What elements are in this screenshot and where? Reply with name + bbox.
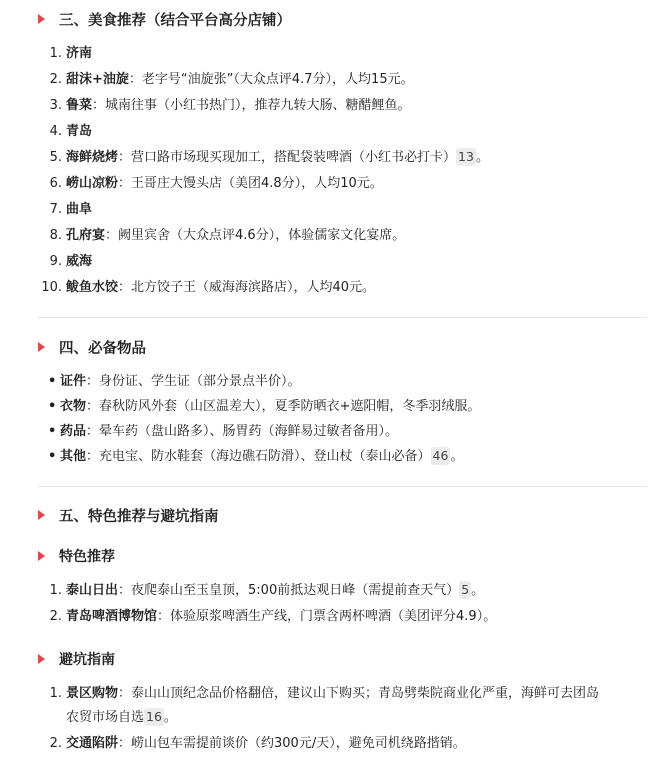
item-label: 鲁菜 (66, 98, 93, 113)
item-label: 海鲜烧烤 (66, 150, 119, 165)
item-text-tail: 。 (163, 710, 177, 725)
item-text: 农贸市场自选 (66, 710, 145, 725)
item-label: 交通陷阱 (66, 736, 119, 751)
citation-badge[interactable]: 5 (461, 582, 470, 597)
item-number: 4. (49, 124, 62, 139)
item-number: 2. (49, 72, 62, 87)
section-divider (38, 486, 647, 487)
list-item (48, 250, 649, 274)
item-label: 济南 (66, 46, 93, 61)
list-item (48, 370, 649, 394)
item-label: 泰山日出 (66, 583, 119, 598)
list-item (48, 682, 649, 706)
item-text: ：夜爬泰山至玉皇顶，5:00前抵达观日峰（需提前查天气） (118, 583, 460, 598)
list-item (48, 68, 649, 92)
item-label: 青岛 (66, 124, 93, 139)
list-item (48, 94, 649, 118)
item-label: 衣物 (60, 399, 87, 414)
list-item (48, 198, 649, 222)
item-number: 7. (49, 202, 62, 217)
item-number: 10. (41, 280, 62, 295)
section-3-heading (38, 8, 291, 30)
item-text-tail: 。 (475, 150, 489, 165)
item-text: ：春秋防风外套（山区温差大），夏季防晒衣+遮阳帽，冬季羽绒服。 (86, 399, 481, 414)
item-text: ：泰山山顶纪念品价格翻倍，建议山下购买；青岛劈柴院商业化严重，海鲜可去团岛 (118, 686, 600, 701)
subsection-features-title: 特色推荐 (59, 549, 115, 565)
list-item (48, 732, 649, 756)
list-item (48, 120, 649, 144)
item-text: ：崂山包车需提前谈价（约300元/天），避免司机绕路揩销。 (118, 736, 466, 751)
item-label: 曲阜 (66, 202, 93, 217)
item-number: 5. (49, 150, 62, 165)
triangle-bullet-icon (38, 510, 45, 520)
section-4-title: 四、必备物品 (59, 340, 146, 357)
item-label: 青岛啤酒博物馆 (66, 609, 158, 624)
list-item (48, 579, 649, 603)
list-item (48, 445, 649, 469)
item-label: 孔府宴 (66, 228, 106, 243)
item-label: 崂山凉粉 (66, 176, 119, 191)
citation-badge[interactable]: 13 (458, 149, 474, 164)
bullet-dot-icon: • (48, 449, 57, 464)
section-4-heading (38, 336, 146, 358)
item-text-tail: 。 (450, 449, 464, 464)
list-item (48, 420, 649, 444)
section-3-title: 三、美食推荐（结合平台高分店铺） (59, 12, 291, 29)
section-divider (38, 317, 647, 318)
item-label: 景区购物 (66, 686, 119, 701)
item-text: ：体验原浆啤酒生产线，门票含两杯啤酒（美团评分4.9）。 (157, 609, 497, 624)
item-number: 2. (49, 609, 62, 624)
bullet-dot-icon: • (48, 399, 57, 414)
item-label: 威海 (66, 254, 93, 269)
list-item (40, 276, 649, 300)
list-item (48, 224, 649, 248)
item-label: 其他 (60, 449, 87, 464)
item-label: 证件 (60, 374, 87, 389)
triangle-bullet-icon (38, 342, 45, 352)
section-5-title: 五、特色推荐与避坑指南 (59, 508, 219, 525)
item-text: ：阙里宾舍（大众点评4.6分），体验儒家文化宴席。 (105, 228, 406, 243)
list-item-continuation (66, 706, 649, 730)
subsection-features-heading (38, 545, 115, 567)
item-text: ：王哥庄大馒头店（美团4.8分），人均10元。 (118, 176, 383, 191)
item-text: ：营口路市场现买现加工，搭配袋装啤酒（小红书必打卡） (118, 150, 457, 165)
item-label: 鲅鱼水饺 (66, 280, 119, 295)
item-number: 1. (49, 583, 62, 598)
citation-badge[interactable]: 46 (432, 448, 449, 463)
list-item (48, 146, 649, 170)
list-item (48, 172, 649, 196)
item-number: 1. (49, 686, 62, 701)
citation-badge[interactable]: 16 (146, 709, 162, 724)
item-text: ：晕车药（盘山路多）、肠胃药（海鲜易过敏者备用）。 (86, 424, 399, 439)
item-text: ：充电宝、防水鞋套（海边礁石防滑）、登山杖（泰山必备） (86, 449, 431, 464)
subsection-pitfalls-title: 避坑指南 (59, 652, 115, 668)
item-number: 3. (49, 98, 62, 113)
bullet-dot-icon: • (48, 374, 57, 389)
item-number: 8. (49, 228, 62, 243)
item-text: ：老字号“油旋张”（大众点评4.7分），人均15元。 (128, 72, 414, 87)
item-number: 1. (49, 46, 62, 61)
item-text-tail: 。 (471, 583, 485, 598)
item-number: 2. (49, 736, 62, 751)
list-item (48, 395, 649, 419)
subsection-pitfalls-heading (38, 648, 115, 670)
item-text: ：北方饺子王（威海海滨路店），人均40元。 (118, 280, 376, 295)
item-label: 甜沫+油旋 (66, 72, 129, 87)
bullet-dot-icon: • (48, 424, 57, 439)
item-text: ：城南往事（小红书热门），推荐九转大肠、糖醋鲤鱼。 (92, 98, 411, 113)
list-item (48, 605, 649, 629)
item-label: 药品 (60, 424, 87, 439)
item-number: 6. (49, 176, 62, 191)
item-number: 9. (49, 254, 62, 269)
triangle-bullet-icon (38, 14, 45, 24)
item-text: ：身份证、学生证（部分景点半价）。 (86, 374, 301, 389)
list-item (48, 42, 649, 66)
triangle-bullet-icon (38, 551, 45, 561)
triangle-bullet-icon (38, 654, 45, 664)
section-5-heading (38, 504, 219, 526)
